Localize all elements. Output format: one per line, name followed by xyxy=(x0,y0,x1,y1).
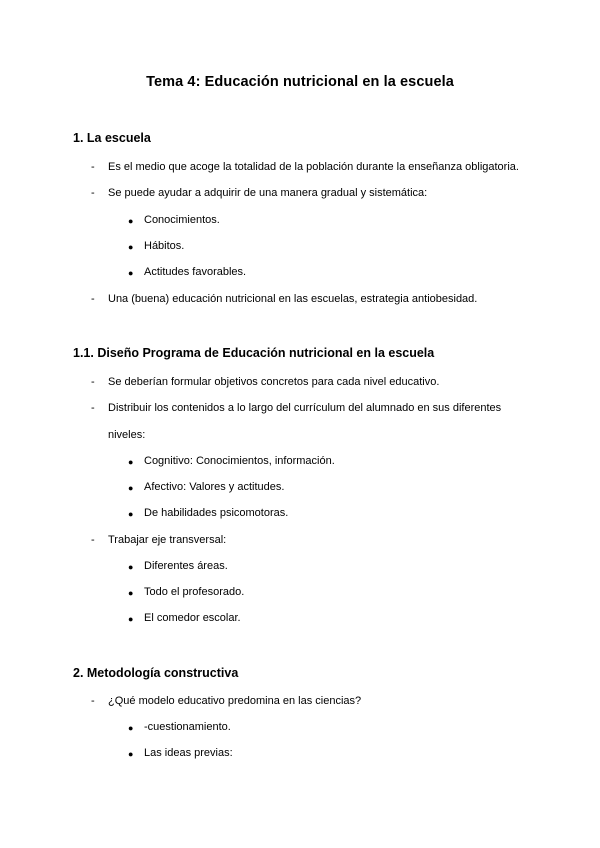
list-item: ¿Qué modelo educativo predomina en las ciencias? xyxy=(108,695,362,707)
list-item-continuation: niveles: xyxy=(108,429,146,441)
sub-list-item: Todo el profesorado. xyxy=(144,586,245,598)
list-item: Distribuir los contenidos a lo largo del currículum del alumnado en sus diferentes xyxy=(108,402,502,414)
sub-list-item: Hábitos. xyxy=(144,240,185,252)
bullet-icon: ● xyxy=(128,723,134,733)
section-heading-metodologia: 2. Metodología constructiva xyxy=(73,666,239,680)
sub-list-item: Actitudes favorables. xyxy=(144,266,247,278)
bullet-icon: ● xyxy=(128,562,134,572)
dash-marker: - xyxy=(91,376,95,388)
dash-marker: - xyxy=(91,402,95,414)
bullet-icon: ● xyxy=(128,268,134,278)
bullet-icon: ● xyxy=(128,614,134,624)
sub-list-item: Cognitivo: Conocimientos, información. xyxy=(144,455,335,467)
bullet-icon: ● xyxy=(128,457,134,467)
dash-marker: - xyxy=(91,293,95,305)
sub-list-item: Diferentes áreas. xyxy=(144,560,228,572)
dash-marker: - xyxy=(91,534,95,546)
sub-list-item: El comedor escolar. xyxy=(144,612,241,624)
sub-list-item: Conocimientos. xyxy=(144,214,220,226)
bullet-icon: ● xyxy=(128,216,134,226)
list-item: Se deberían formular objetivos concretos para cada nivel educativo. xyxy=(108,376,440,388)
document-title: Tema 4: Educación nutricional en la escuela xyxy=(146,74,454,90)
bullet-icon: ● xyxy=(128,242,134,252)
sub-list-item: De habilidades psicomotoras. xyxy=(144,507,289,519)
list-item: Es el medio que acoge la totalidad de la población durante la enseñanza obligatoria. xyxy=(108,161,519,173)
bullet-icon: ● xyxy=(128,749,134,759)
sub-list-item: Las ideas previas: xyxy=(144,747,233,759)
section-heading-la-escuela: 1. La escuela xyxy=(73,131,151,145)
dash-marker: - xyxy=(91,187,95,199)
list-item: Trabajar eje transversal: xyxy=(108,534,227,546)
section-heading-diseno-programa: 1.1. Diseño Programa de Educación nutricional en la escuela xyxy=(73,346,435,360)
bullet-icon: ● xyxy=(128,483,134,493)
list-item: Se puede ayudar a adquirir de una manera gradual y sistemática: xyxy=(108,187,428,199)
list-item: Una (buena) educación nutricional en las escuelas, estrategia antiobesidad. xyxy=(108,293,478,305)
bullet-icon: ● xyxy=(128,588,134,598)
sub-list-item: -cuestionamiento. xyxy=(144,721,231,733)
dash-marker: - xyxy=(91,161,95,173)
dash-marker: - xyxy=(91,695,95,707)
bullet-icon: ● xyxy=(128,509,134,519)
sub-list-item: Afectivo: Valores y actitudes. xyxy=(144,481,285,493)
